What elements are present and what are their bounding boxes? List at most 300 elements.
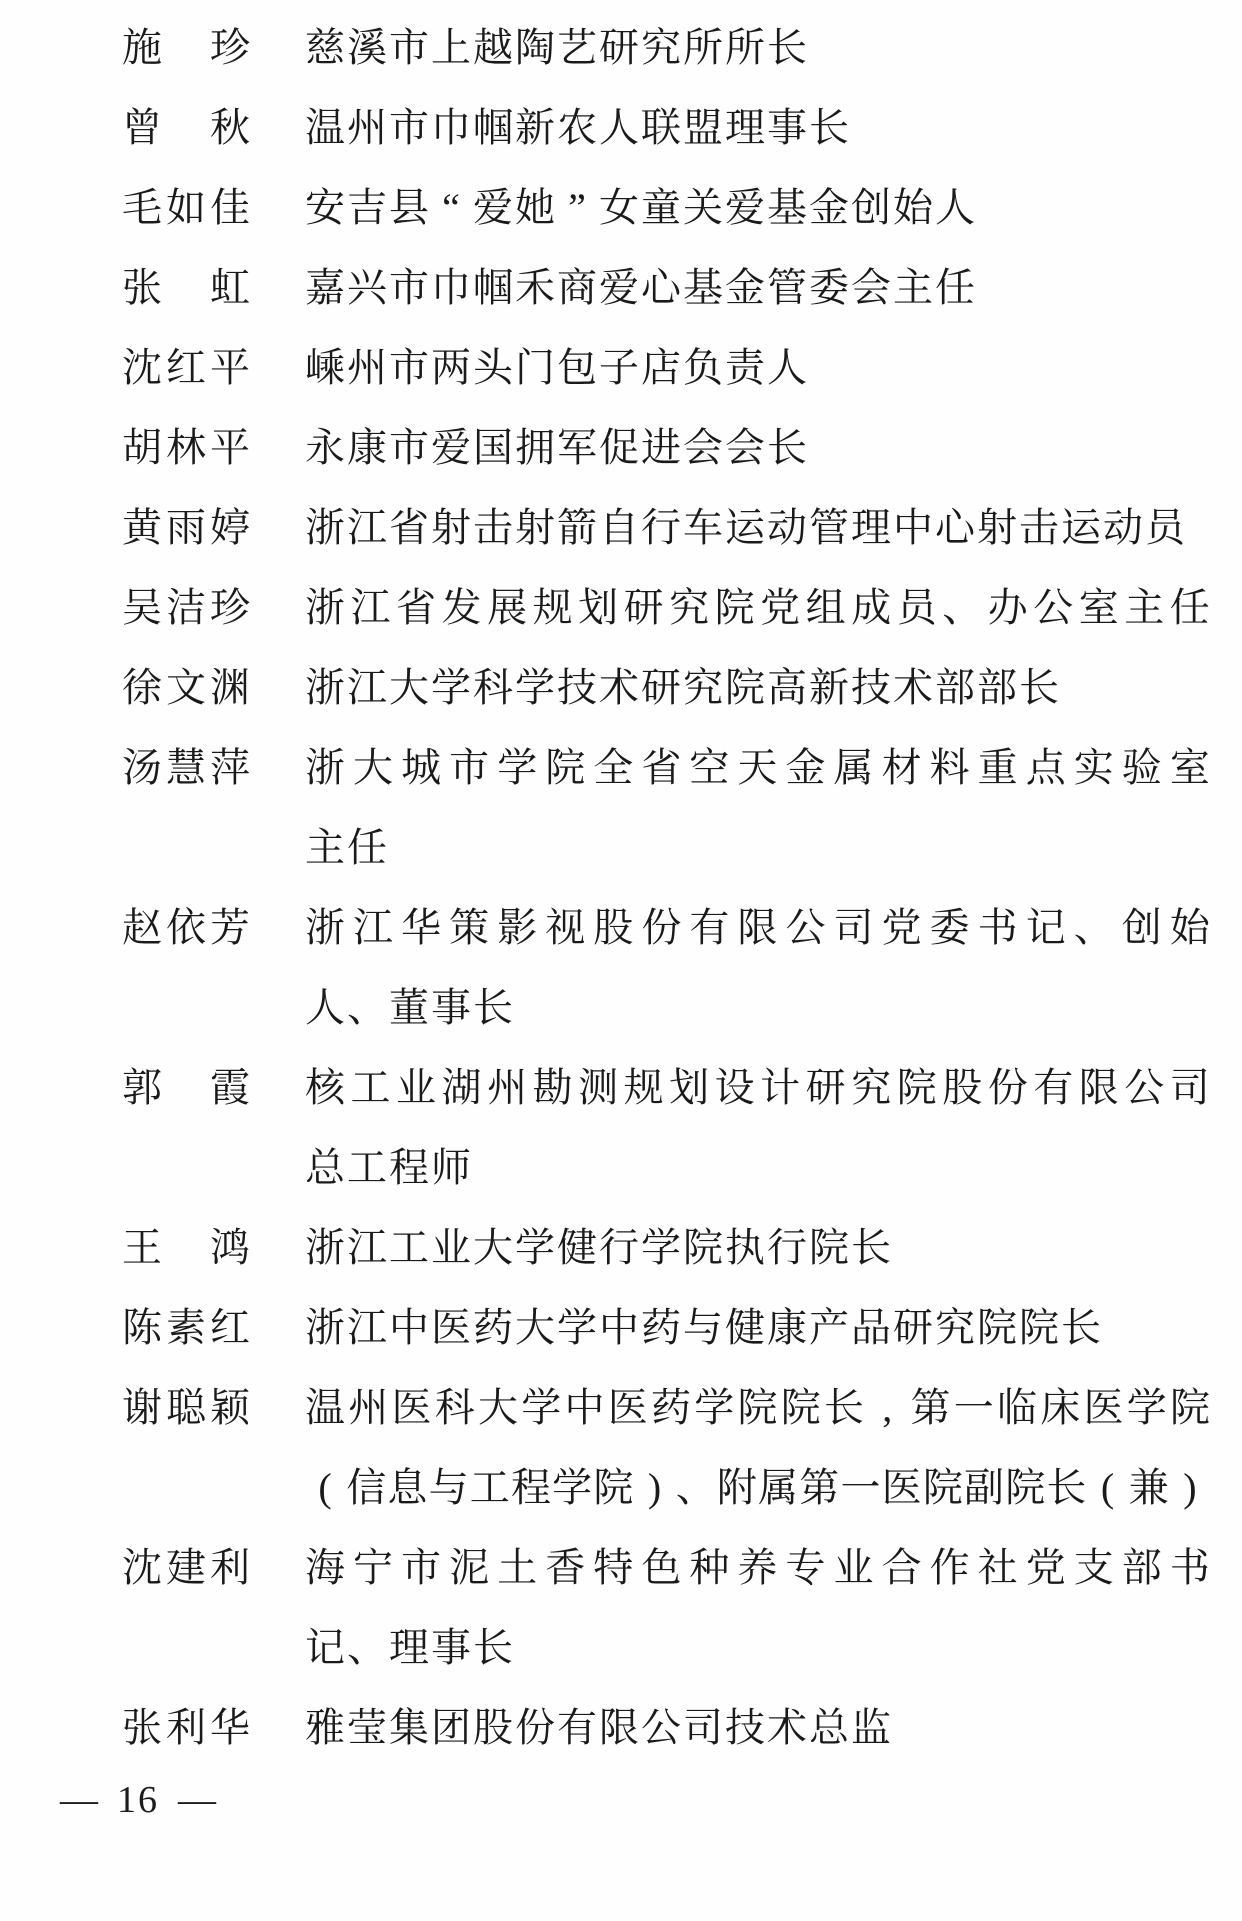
name-char: 王 xyxy=(122,1225,162,1270)
desc-char: 禾 xyxy=(515,265,555,310)
desc-char: 策 xyxy=(449,905,490,950)
desc-char: 拥 xyxy=(515,425,555,470)
desc-char: 一 xyxy=(953,1385,994,1430)
desc-char: 理 xyxy=(725,105,765,150)
desc-char: 有 xyxy=(557,1705,597,1750)
desc-char: 术 xyxy=(767,1705,807,1750)
desc-char: 全 xyxy=(593,745,634,790)
desc-char: 一 xyxy=(840,1465,881,1510)
desc-char: 理 xyxy=(851,505,891,550)
desc-char: 成 xyxy=(851,585,892,630)
desc-char: 爱 xyxy=(599,265,639,310)
desc-char: 宁 xyxy=(353,1545,394,1590)
desc-char: , xyxy=(882,1385,893,1430)
desc-char: 主 xyxy=(305,825,345,870)
desc-char: 、 xyxy=(1073,905,1114,950)
entry-name xyxy=(122,408,250,488)
name-char: 建 xyxy=(166,1545,206,1590)
desc-char: 所 xyxy=(683,25,723,70)
desc-char: 动 xyxy=(1103,505,1143,550)
desc-char: 中 xyxy=(893,505,933,550)
description-line xyxy=(305,1528,1210,1608)
desc-char: 设 xyxy=(714,1065,755,1110)
desc-char: 与 xyxy=(428,1465,469,1510)
entry-name xyxy=(122,728,250,808)
entry-description xyxy=(305,1048,1210,1208)
desc-char: 金 xyxy=(809,185,849,230)
description-line xyxy=(305,488,1210,568)
desc-char: 州 xyxy=(347,105,387,150)
desc-char: 州 xyxy=(487,1065,528,1110)
desc-char: 组 xyxy=(805,585,846,630)
entry-name xyxy=(122,168,250,248)
desc-char: 她 xyxy=(515,185,555,230)
desc-char: 影 xyxy=(497,905,538,950)
entry-description xyxy=(305,408,1210,488)
desc-char: 附 xyxy=(716,1465,757,1510)
desc-char: 点 xyxy=(1025,745,1066,790)
desc-char: 县 xyxy=(389,185,429,230)
description-line xyxy=(305,888,1210,968)
name-char: 赵 xyxy=(122,905,162,950)
name-char: 慧 xyxy=(166,745,206,790)
desc-char: 新 xyxy=(515,105,555,150)
desc-char: 农 xyxy=(557,105,597,150)
desc-char: 长 xyxy=(473,1625,513,1670)
desc-char: 关 xyxy=(683,185,723,230)
desc-char: 料 xyxy=(929,745,970,790)
desc-char: 第 xyxy=(910,1385,951,1430)
desc-char: 团 xyxy=(431,1705,471,1750)
desc-char: 学 xyxy=(521,1385,562,1430)
desc-char: 人 xyxy=(767,345,807,390)
desc-char: 艺 xyxy=(557,25,597,70)
desc-char: 学 xyxy=(497,745,538,790)
desc-char: 究 xyxy=(935,1305,975,1350)
desc-char: 作 xyxy=(929,1545,970,1590)
desc-char: 学 xyxy=(515,665,555,710)
page-number: 16 xyxy=(117,1779,159,1821)
desc-char: 董 xyxy=(389,985,429,1030)
name-char: 林 xyxy=(166,425,206,470)
desc-char: 实 xyxy=(1073,745,1114,790)
name-char: 素 xyxy=(166,1305,206,1350)
desc-char: 国 xyxy=(473,425,513,470)
name-char: 利 xyxy=(210,1545,250,1590)
entry-name xyxy=(122,328,250,408)
desc-char: 计 xyxy=(760,1065,801,1110)
desc-char: 省 xyxy=(396,585,437,630)
footer-dash-left: — xyxy=(60,1779,98,1821)
entry-row xyxy=(122,408,1210,488)
desc-char: 门 xyxy=(515,345,555,390)
desc-char: 技 xyxy=(851,665,891,710)
entry-description xyxy=(305,328,1210,408)
desc-char: 所 xyxy=(725,25,765,70)
name-char: 沈 xyxy=(122,1545,162,1590)
desc-char: 女 xyxy=(599,185,639,230)
desc-char: 股 xyxy=(473,1705,513,1750)
desc-char: 温 xyxy=(305,105,345,150)
desc-char: 会 xyxy=(683,425,723,470)
desc-char: 任 xyxy=(935,265,975,310)
page-footer xyxy=(60,1778,216,1822)
desc-char: 会 xyxy=(851,265,891,310)
desc-char: 究 xyxy=(669,585,710,630)
description-line xyxy=(305,648,1210,728)
desc-char: 业 xyxy=(396,1065,437,1110)
entry-description xyxy=(305,1208,1210,1288)
desc-char: 学 xyxy=(557,1305,597,1350)
name-char: 汤 xyxy=(122,745,162,790)
desc-char: 院 xyxy=(714,585,755,630)
entry-name xyxy=(122,88,250,168)
name-char: 红 xyxy=(210,1305,250,1350)
description-line xyxy=(305,1368,1210,1448)
entry-name xyxy=(122,1688,250,1768)
desc-char: 视 xyxy=(545,905,586,950)
desc-char: 、 xyxy=(347,1625,387,1670)
desc-char: 浙 xyxy=(305,1305,345,1350)
entry-row xyxy=(122,568,1210,648)
name-char: 黄 xyxy=(122,505,162,550)
desc-char: 院 xyxy=(737,1385,778,1430)
desc-char: 康 xyxy=(767,1305,807,1350)
desc-char: 陶 xyxy=(515,25,555,70)
name-char: 雨 xyxy=(166,505,206,550)
desc-char: 温 xyxy=(305,1385,345,1430)
desc-char: 州 xyxy=(348,1385,389,1430)
desc-char: 学 xyxy=(641,1225,681,1270)
desc-char: 学 xyxy=(1126,1385,1167,1430)
desc-char: 店 xyxy=(641,345,681,390)
desc-char: 华 xyxy=(401,905,442,950)
entry-description xyxy=(305,728,1210,888)
desc-char: 属 xyxy=(758,1465,799,1510)
desc-char: 中 xyxy=(389,1305,429,1350)
desc-char: 产 xyxy=(809,1305,849,1350)
desc-char: 浙 xyxy=(305,665,345,710)
desc-char: 支 xyxy=(1073,1545,1114,1590)
desc-char: 长 xyxy=(1046,1465,1087,1510)
description-line xyxy=(305,1048,1210,1128)
desc-char: 主 xyxy=(893,265,933,310)
desc-char: 上 xyxy=(431,25,471,70)
desc-char: 院 xyxy=(725,665,765,710)
desc-char: 盟 xyxy=(683,105,723,150)
desc-char: 息 xyxy=(387,1465,428,1510)
desc-char: 医 xyxy=(391,1385,432,1430)
desc-char: 药 xyxy=(473,1305,513,1350)
name-char: 曾 xyxy=(122,105,162,150)
desc-char: 长 xyxy=(767,25,807,70)
desc-char: 军 xyxy=(557,425,597,470)
desc-char: 医 xyxy=(607,1385,648,1430)
desc-char: 医 xyxy=(1083,1385,1124,1430)
desc-char: 委 xyxy=(929,905,970,950)
entry-description xyxy=(305,1528,1210,1688)
desc-char: 市 xyxy=(401,1545,442,1590)
desc-char: 健 xyxy=(557,1225,597,1270)
desc-char: 划 xyxy=(669,1065,710,1110)
description-line xyxy=(305,1608,1210,1688)
desc-char: 包 xyxy=(557,345,597,390)
desc-char: 程 xyxy=(389,1145,429,1190)
desc-char: 帼 xyxy=(473,105,513,150)
description-line xyxy=(305,728,1210,808)
desc-char: 股 xyxy=(593,905,634,950)
desc-char: 击 xyxy=(473,505,513,550)
desc-char: 基 xyxy=(683,265,723,310)
desc-char: 慈 xyxy=(305,25,345,70)
desc-char: 、 xyxy=(675,1465,716,1510)
desc-char: 限 xyxy=(599,1705,639,1750)
desc-char: ) xyxy=(647,1465,662,1510)
desc-char: 究 xyxy=(641,25,681,70)
desc-char: 监 xyxy=(851,1705,891,1750)
name-char: 如 xyxy=(166,185,206,230)
desc-char: 促 xyxy=(599,425,639,470)
desc-char: 工 xyxy=(347,1145,387,1190)
desc-char: 药 xyxy=(641,1305,681,1350)
desc-char: 第 xyxy=(799,1465,840,1510)
desc-char: 发 xyxy=(441,585,482,630)
desc-char: 院 xyxy=(545,745,586,790)
desc-char: 长 xyxy=(767,425,807,470)
desc-char: 研 xyxy=(599,25,639,70)
desc-char: 射 xyxy=(977,505,1017,550)
entry-row xyxy=(122,488,1210,568)
desc-char: 浙 xyxy=(305,585,345,630)
desc-char: 核 xyxy=(305,1065,345,1110)
desc-char: 司 xyxy=(1169,1065,1210,1110)
desc-char: 规 xyxy=(623,1065,664,1110)
desc-char: 自 xyxy=(599,505,639,550)
entry-description xyxy=(305,168,1210,248)
name-char: 胡 xyxy=(122,425,162,470)
desc-char: 研 xyxy=(623,585,664,630)
desc-char: 永 xyxy=(305,425,345,470)
entry-row xyxy=(122,1288,1210,1368)
desc-char: 记 xyxy=(305,1625,345,1670)
name-char: 吴 xyxy=(122,585,162,630)
entry-row xyxy=(122,1048,1210,1208)
desc-char: 临 xyxy=(997,1385,1037,1430)
desc-char: 始 xyxy=(893,185,933,230)
desc-char: 学 xyxy=(431,665,471,710)
desc-char: 吉 xyxy=(347,185,387,230)
desc-char: 科 xyxy=(473,665,513,710)
name-char: 平 xyxy=(210,345,250,390)
description-line xyxy=(305,808,1210,888)
desc-char: 重 xyxy=(977,745,1018,790)
desc-char: 行 xyxy=(599,1225,639,1270)
desc-char: 大 xyxy=(473,1225,513,1270)
desc-char: 市 xyxy=(389,425,429,470)
desc-char: 巾 xyxy=(431,105,471,150)
entry-name xyxy=(122,1368,250,1448)
desc-char: 任 xyxy=(347,825,387,870)
desc-char: 江 xyxy=(353,905,394,950)
desc-char: 院 xyxy=(1005,1465,1046,1510)
desc-char: 商 xyxy=(557,265,597,310)
desc-char: 江 xyxy=(347,1305,387,1350)
desc-char: 心 xyxy=(641,265,681,310)
desc-char: 任 xyxy=(1169,585,1210,630)
desc-char: 空 xyxy=(689,745,730,790)
entry-row xyxy=(122,1528,1210,1688)
desc-char: 特 xyxy=(593,1545,634,1590)
desc-char: 帼 xyxy=(473,265,513,310)
name-char: 珍 xyxy=(210,25,250,70)
desc-char: 两 xyxy=(431,345,471,390)
description-line xyxy=(305,968,1210,1048)
desc-char: 童 xyxy=(641,185,681,230)
desc-char: 子 xyxy=(599,345,639,390)
name-char: 婷 xyxy=(210,505,250,550)
entry-row xyxy=(122,328,1210,408)
desc-char: 部 xyxy=(935,665,975,710)
desc-char: 有 xyxy=(689,905,730,950)
desc-char: 浙 xyxy=(305,1225,345,1270)
name-char: 依 xyxy=(166,905,206,950)
desc-char: 管 xyxy=(767,265,807,310)
entry-row xyxy=(122,8,1210,88)
desc-char: 海 xyxy=(305,1545,345,1590)
entry-row xyxy=(122,168,1210,248)
desc-char: 展 xyxy=(487,585,528,630)
desc-char: 研 xyxy=(641,665,681,710)
footer-dash-right: — xyxy=(178,1779,216,1821)
desc-char: 湖 xyxy=(441,1065,482,1110)
entry-row xyxy=(122,248,1210,328)
desc-char: 浙 xyxy=(305,905,345,950)
description-line xyxy=(305,248,1210,328)
desc-char: 香 xyxy=(545,1545,586,1590)
desc-char: 创 xyxy=(851,185,891,230)
desc-char: 浙 xyxy=(305,505,345,550)
desc-char: 品 xyxy=(851,1305,891,1350)
desc-char: 爱 xyxy=(725,185,765,230)
entry-description xyxy=(305,1688,1210,1768)
desc-char: 人 xyxy=(935,185,975,230)
desc-char: 技 xyxy=(557,665,597,710)
desc-char: 市 xyxy=(389,345,429,390)
desc-char: 长 xyxy=(473,985,513,1030)
desc-char: 金 xyxy=(725,265,765,310)
entry-description xyxy=(305,8,1210,88)
desc-char: 人 xyxy=(599,105,639,150)
desc-char: 司 xyxy=(833,905,874,950)
desc-char: 份 xyxy=(987,1065,1028,1110)
desc-char: 部 xyxy=(1121,1545,1162,1590)
desc-char: 专 xyxy=(785,1545,826,1590)
desc-char: 术 xyxy=(893,665,933,710)
desc-char: 床 xyxy=(1040,1385,1081,1430)
desc-char: 天 xyxy=(737,745,778,790)
desc-char: 研 xyxy=(805,1065,846,1110)
name-char: 萍 xyxy=(210,745,250,790)
desc-char: 爱 xyxy=(431,425,471,470)
desc-char: 大 xyxy=(515,1305,555,1350)
desc-char: 联 xyxy=(641,105,681,150)
desc-char: 与 xyxy=(683,1305,723,1350)
desc-char: 副 xyxy=(964,1465,1004,1510)
description-line xyxy=(305,408,1210,488)
desc-char: 院 xyxy=(780,1385,821,1430)
desc-char: 行 xyxy=(641,505,681,550)
desc-char: 大 xyxy=(353,745,394,790)
desc-char: 养 xyxy=(737,1545,778,1590)
desc-char: 究 xyxy=(683,665,723,710)
entry-name xyxy=(122,1048,250,1128)
desc-char: 中 xyxy=(564,1385,605,1430)
description-line xyxy=(305,1208,1210,1288)
desc-char: 究 xyxy=(851,1065,892,1110)
name-char: 聪 xyxy=(166,1385,206,1430)
name-char: 沈 xyxy=(122,345,162,390)
desc-char: 划 xyxy=(578,585,619,630)
description-line xyxy=(305,1128,1210,1208)
entry-row xyxy=(122,648,1210,728)
desc-char: 份 xyxy=(515,1705,555,1750)
desc-char: 份 xyxy=(641,905,682,950)
desc-char: 技 xyxy=(725,1705,765,1750)
description-line xyxy=(305,328,1210,408)
desc-char: 射 xyxy=(431,505,471,550)
desc-char: 材 xyxy=(881,745,922,790)
desc-char: ( xyxy=(318,1465,332,1510)
entry-description xyxy=(305,568,1210,648)
desc-char: 市 xyxy=(449,745,490,790)
desc-char: 爱 xyxy=(473,185,513,230)
desc-char: 浙 xyxy=(305,745,345,790)
entry-name xyxy=(122,1208,250,1288)
desc-char: 事 xyxy=(767,105,807,150)
desc-char: 金 xyxy=(785,745,826,790)
desc-char: 江 xyxy=(347,1225,387,1270)
desc-char: 人 xyxy=(305,985,345,1030)
desc-char: 事 xyxy=(431,1625,471,1670)
desc-char: 属 xyxy=(833,745,874,790)
desc-char: 院 xyxy=(1019,1305,1059,1350)
desc-char: 限 xyxy=(1078,1065,1119,1110)
name-char: 施 xyxy=(122,25,162,70)
desc-char: 种 xyxy=(689,1545,730,1590)
name-char: 徐 xyxy=(122,665,162,710)
name-char: 佳 xyxy=(210,185,250,230)
entry-row xyxy=(122,1368,1210,1528)
name-char: 张 xyxy=(122,1705,162,1750)
name-char: 珍 xyxy=(210,585,250,630)
desc-char: 创 xyxy=(1121,905,1162,950)
desc-char: 江 xyxy=(347,505,387,550)
desc-char: 行 xyxy=(767,1225,807,1270)
desc-char: 医 xyxy=(431,1305,471,1350)
entry-row xyxy=(122,1688,1210,1768)
desc-char: 记 xyxy=(1025,905,1066,950)
desc-char: 党 xyxy=(760,585,801,630)
desc-char: 程 xyxy=(510,1465,551,1510)
name-char: 谢 xyxy=(122,1385,162,1430)
desc-char: 验 xyxy=(1121,745,1162,790)
desc-char: 康 xyxy=(347,425,387,470)
desc-char: 城 xyxy=(401,745,442,790)
entry-row xyxy=(122,888,1210,1048)
name-char: 虹 xyxy=(210,265,250,310)
desc-char: 莹 xyxy=(347,1705,387,1750)
entry-name xyxy=(122,648,250,728)
